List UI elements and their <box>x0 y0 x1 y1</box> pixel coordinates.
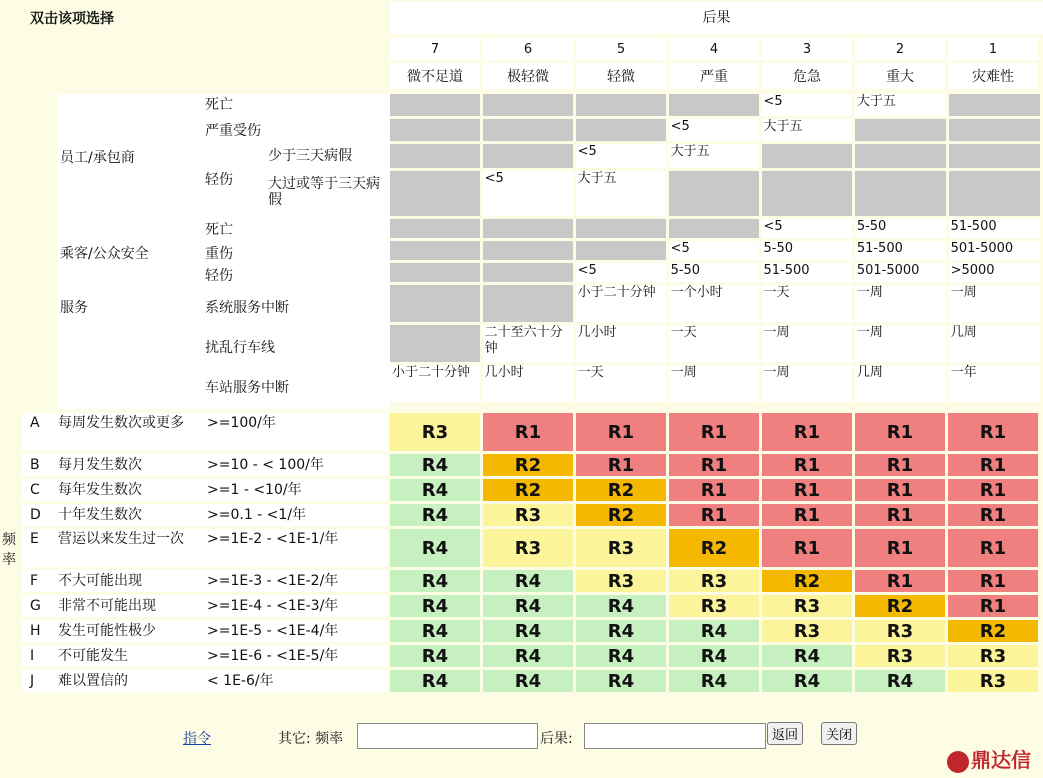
consequence-cell[interactable] <box>949 171 1040 216</box>
risk-cell[interactable]: R1 <box>762 504 852 526</box>
sub-station-interrupt: 车站服务中断 <box>205 380 289 396</box>
consequence-cell[interactable]: 一天 <box>669 325 759 362</box>
consequence-cell[interactable]: <5 <box>762 94 852 116</box>
risk-cell[interactable]: R4 <box>390 670 480 692</box>
consequence-cell[interactable]: 几小时 <box>576 325 666 362</box>
risk-cell[interactable]: R4 <box>390 645 480 667</box>
frequency-rate: >=1E-3 - <1E-2/年 <box>207 573 339 589</box>
category-employees: 员工/承包商 <box>60 150 135 166</box>
consequence-cell[interactable]: 一周 <box>855 285 946 322</box>
severity-header <box>387 35 1041 92</box>
frequency-desc: 每周发生数次或更多 <box>58 415 184 431</box>
risk-cell[interactable]: R4 <box>576 595 666 617</box>
consequence-cell[interactable] <box>576 219 666 238</box>
brand-icon <box>947 751 969 773</box>
consequence-cell[interactable] <box>483 241 573 260</box>
frequency-rate: >=1E-4 - <1E-3/年 <box>207 598 339 614</box>
risk-cell[interactable]: R1 <box>948 529 1038 567</box>
risk-cell[interactable]: R2 <box>483 454 573 476</box>
risk-cell[interactable]: R1 <box>762 529 852 567</box>
frequency-rate: >=1E-6 - <1E-5/年 <box>207 648 339 664</box>
consequence-cell[interactable]: 一周 <box>762 365 852 402</box>
brand-text: 鼎达信 <box>971 748 1031 772</box>
consequence-cell[interactable]: <5 <box>762 219 852 238</box>
severity-number: 7 <box>390 38 480 60</box>
risk-cell[interactable]: R4 <box>483 620 573 642</box>
consequence-input[interactable] <box>584 723 766 749</box>
risk-cell[interactable]: R4 <box>669 645 759 667</box>
consequence-cell[interactable] <box>390 144 480 168</box>
frequency-row[interactable] <box>22 504 388 526</box>
sub-minor-injury: 轻伤 <box>205 172 233 188</box>
consequence-cell[interactable]: 一周 <box>762 325 852 362</box>
return-button[interactable]: 返回 <box>767 722 803 745</box>
consequence-cell[interactable] <box>390 241 480 260</box>
consequence-cell[interactable] <box>669 219 759 238</box>
brand-logo <box>947 744 1031 773</box>
risk-cell[interactable]: R4 <box>390 620 480 642</box>
risk-matrix <box>387 410 1041 695</box>
severity-number: 2 <box>855 38 945 60</box>
consequence-cell[interactable]: <5 <box>669 119 759 141</box>
consequence-cell[interactable]: 一周 <box>949 285 1040 322</box>
risk-cell[interactable]: R1 <box>855 570 945 592</box>
risk-cell[interactable]: R1 <box>669 454 759 476</box>
risk-cell[interactable]: R3 <box>576 529 666 567</box>
risk-cell[interactable]: R4 <box>390 504 480 526</box>
frequency-code: E <box>30 531 39 547</box>
severity-label[interactable]: 极轻微 <box>483 63 573 89</box>
consequence-cell[interactable] <box>390 119 480 141</box>
frequency-desc: 每月发生数次 <box>58 457 142 473</box>
risk-cell[interactable]: R1 <box>855 454 945 476</box>
risk-cell[interactable]: R3 <box>669 570 759 592</box>
consequence-cell[interactable]: 大于五 <box>855 94 946 116</box>
risk-cell[interactable]: R4 <box>669 670 759 692</box>
risk-cell[interactable]: R3 <box>483 529 573 567</box>
frequency-desc: 不大可能出现 <box>58 573 142 589</box>
risk-cell[interactable]: R3 <box>762 620 852 642</box>
sub-lt3days: 少于三天病假 <box>268 148 352 164</box>
risk-cell[interactable]: R4 <box>576 670 666 692</box>
consequence-grid <box>387 91 1043 405</box>
frequency-code: A <box>30 415 40 431</box>
category-passengers: 乘客/公众安全 <box>60 246 149 262</box>
frequency-row[interactable] <box>22 479 388 501</box>
risk-cell[interactable]: R3 <box>762 595 852 617</box>
consequence-cell[interactable]: 51-500 <box>949 219 1040 238</box>
frequency-input[interactable] <box>357 723 538 749</box>
consequence-cell[interactable] <box>949 119 1040 141</box>
severity-number: 5 <box>576 38 666 60</box>
sub-sys-interrupt: 系统服务中断 <box>205 300 289 316</box>
frequency-code: J <box>30 673 35 689</box>
frequency-row[interactable] <box>22 670 388 692</box>
risk-cell[interactable]: R4 <box>483 670 573 692</box>
consequence-cell[interactable] <box>576 119 666 141</box>
sub-death-2: 死亡 <box>205 222 233 238</box>
frequency-desc: 营运以来发生过一次 <box>58 531 184 547</box>
risk-cell[interactable]: R3 <box>855 620 945 642</box>
consequence-cell[interactable]: <5 <box>483 171 573 216</box>
sub-line-disrupt: 扰乱行车线 <box>205 340 275 356</box>
frequency-row[interactable] <box>22 529 388 567</box>
sub-death: 死亡 <box>205 97 233 113</box>
risk-cell[interactable]: R1 <box>762 413 852 451</box>
consequence-cell[interactable] <box>949 144 1040 168</box>
consequence-cell[interactable]: 大于五 <box>576 171 666 216</box>
consequence-cell[interactable] <box>483 94 573 116</box>
risk-cell[interactable]: R4 <box>762 645 852 667</box>
frequency-row[interactable] <box>22 620 388 642</box>
risk-cell[interactable]: R3 <box>576 570 666 592</box>
frequency-rate: >=1E-5 - <1E-4/年 <box>207 623 339 639</box>
risk-cell[interactable]: R1 <box>669 479 759 501</box>
risk-cell[interactable]: R4 <box>576 645 666 667</box>
consequence-cell[interactable]: 51-500 <box>855 241 946 260</box>
severity-number: 4 <box>669 38 759 60</box>
consequence-cell[interactable] <box>762 144 852 168</box>
frequency-desc: 难以置信的 <box>58 673 128 689</box>
consequence-cell[interactable] <box>390 171 480 216</box>
sub-gte3days: 大过或等于三天病假 <box>268 176 380 208</box>
consequence-cell[interactable]: 5-50 <box>762 241 852 260</box>
consequence-cell[interactable] <box>855 171 946 216</box>
frequency-rate: < 1E-6/年 <box>207 673 274 689</box>
page-title: 双击该项选择 <box>30 11 114 27</box>
consequence-cell[interactable]: 501-5000 <box>855 263 946 282</box>
severity-number: 1 <box>948 38 1038 60</box>
risk-cell[interactable]: R4 <box>390 529 480 567</box>
frequency-desc: 发生可能性极少 <box>58 623 156 639</box>
consequence-cell[interactable]: 小于二十分钟 <box>390 365 480 402</box>
risk-cell[interactable]: R4 <box>576 620 666 642</box>
risk-cell[interactable]: R1 <box>855 479 945 501</box>
consequence-cell[interactable] <box>762 171 852 216</box>
risk-cell[interactable]: R1 <box>948 454 1038 476</box>
severity-label[interactable]: 重大 <box>855 63 945 89</box>
risk-cell[interactable]: R1 <box>855 413 945 451</box>
consequence-cell[interactable]: 一天 <box>762 285 852 322</box>
severity-number: 3 <box>762 38 852 60</box>
consequence-cell[interactable] <box>483 219 573 238</box>
risk-cell[interactable]: R4 <box>483 645 573 667</box>
frequency-code: H <box>30 623 41 639</box>
frequency-code: I <box>30 648 35 664</box>
risk-cell[interactable]: R1 <box>855 529 945 567</box>
consequence-cell[interactable] <box>483 144 573 168</box>
consequence-cell[interactable] <box>576 94 666 116</box>
consequence-cell[interactable] <box>576 241 666 260</box>
risk-cell[interactable]: R4 <box>669 620 759 642</box>
risk-cell[interactable]: R3 <box>948 645 1038 667</box>
risk-cell[interactable]: R4 <box>390 479 480 501</box>
risk-cell[interactable]: R4 <box>390 570 480 592</box>
frequency-code: C <box>30 482 40 498</box>
risk-cell[interactable]: R1 <box>948 504 1038 526</box>
risk-cell[interactable]: R4 <box>483 595 573 617</box>
frequency-desc: 每年发生数次 <box>58 482 142 498</box>
consequence-cell[interactable]: 一周 <box>669 365 759 402</box>
frequency-rate: >=1 - <10/年 <box>207 482 302 498</box>
risk-cell[interactable]: R1 <box>576 454 666 476</box>
sub-serious-injury: 严重受伤 <box>205 123 261 139</box>
frequency-row[interactable] <box>22 454 388 476</box>
risk-cell[interactable]: R1 <box>948 413 1038 451</box>
consequence-cell[interactable]: 小于二十分钟 <box>576 285 666 322</box>
consequence-cell[interactable]: 几周 <box>949 325 1040 362</box>
risk-cell[interactable]: R4 <box>483 570 573 592</box>
risk-cell[interactable]: R2 <box>762 570 852 592</box>
consequence-cell[interactable]: 几周 <box>855 365 946 402</box>
risk-cell[interactable]: R2 <box>948 620 1038 642</box>
frequency-axis-label: 频率 <box>2 532 16 568</box>
consequence-input-label: 后果: <box>540 731 573 747</box>
frequency-code: D <box>30 507 41 523</box>
consequence-cell[interactable] <box>669 171 759 216</box>
consequence-cell[interactable] <box>390 325 480 362</box>
consequence-cell[interactable]: 一个小时 <box>669 285 759 322</box>
consequence-cell[interactable]: 一天 <box>576 365 666 402</box>
consequence-cell[interactable] <box>483 285 573 322</box>
risk-cell[interactable]: R4 <box>390 454 480 476</box>
risk-cell[interactable]: R2 <box>855 595 945 617</box>
severity-label[interactable]: 微不足道 <box>390 63 480 89</box>
consequence-cell[interactable] <box>390 219 480 238</box>
consequence-cell[interactable]: 大于五 <box>669 144 759 168</box>
risk-cell[interactable]: R4 <box>762 670 852 692</box>
risk-cell[interactable]: R2 <box>669 529 759 567</box>
frequency-desc: 十年发生数次 <box>58 507 142 523</box>
consequence-cell[interactable]: 一年 <box>949 365 1040 402</box>
risk-cell[interactable]: R2 <box>576 504 666 526</box>
frequency-rate: >=1E-2 - <1E-1/年 <box>207 531 339 547</box>
consequence-cell[interactable]: 51-500 <box>762 263 852 282</box>
other-frequency-label: 其它: 频率 <box>278 731 344 747</box>
consequence-cell[interactable]: <5 <box>669 241 759 260</box>
risk-cell[interactable]: R1 <box>948 479 1038 501</box>
risk-cell[interactable]: R4 <box>390 595 480 617</box>
consequence-cell[interactable] <box>390 94 480 116</box>
sub-injury-2: 重伤 <box>205 246 233 262</box>
frequency-code: G <box>30 598 41 614</box>
consequence-cell[interactable] <box>483 263 573 282</box>
risk-cell[interactable]: R3 <box>855 645 945 667</box>
frequency-rate: >=100/年 <box>207 415 276 431</box>
risk-cell[interactable]: R1 <box>855 504 945 526</box>
risk-cell[interactable]: R1 <box>948 570 1038 592</box>
risk-cell[interactable]: R2 <box>483 479 573 501</box>
risk-cell[interactable]: R1 <box>948 595 1038 617</box>
frequency-row[interactable] <box>22 645 388 667</box>
risk-cell[interactable]: R3 <box>483 504 573 526</box>
severity-number: 6 <box>483 38 573 60</box>
consequence-cell[interactable]: 大于五 <box>762 119 852 141</box>
risk-cell[interactable]: R2 <box>576 479 666 501</box>
consequence-cell[interactable]: 二十至六十分钟 <box>483 325 573 362</box>
consequence-cell[interactable]: <5 <box>576 263 666 282</box>
risk-cell[interactable]: R3 <box>669 595 759 617</box>
risk-cell[interactable]: R3 <box>390 413 480 451</box>
close-button[interactable]: 关闭 <box>821 722 857 745</box>
consequence-cell[interactable]: 一周 <box>855 325 946 362</box>
command-link[interactable]: 指令 <box>183 731 211 747</box>
consequence-cell[interactable]: >5000 <box>949 263 1040 282</box>
consequence-cell[interactable] <box>483 119 573 141</box>
severity-label[interactable]: 轻微 <box>576 63 666 89</box>
frequency-code: B <box>30 457 40 473</box>
sub-minor-2: 轻伤 <box>205 268 233 284</box>
frequency-row[interactable] <box>22 570 388 592</box>
risk-cell[interactable]: R1 <box>762 479 852 501</box>
consequence-cell[interactable]: 5-50 <box>669 263 759 282</box>
consequence-cell[interactable] <box>669 94 759 116</box>
severity-label[interactable]: 严重 <box>669 63 759 89</box>
risk-cell[interactable]: R1 <box>576 413 666 451</box>
severity-label[interactable]: 危急 <box>762 63 852 89</box>
bottom-bar <box>0 720 1043 778</box>
frequency-desc: 非常不可能出现 <box>58 598 156 614</box>
frequency-rate: >=10 - < 100/年 <box>207 457 324 473</box>
risk-cell[interactable]: R3 <box>948 670 1038 692</box>
consequence-cell[interactable] <box>390 285 480 322</box>
consequence-cell[interactable]: <5 <box>576 144 666 168</box>
frequency-desc: 不可能发生 <box>58 648 128 664</box>
frequency-rate: >=0.1 - <1/年 <box>207 507 307 523</box>
category-service: 服务 <box>60 300 88 316</box>
consequence-cell[interactable]: 5-50 <box>855 219 946 238</box>
consequence-cell[interactable]: 几小时 <box>483 365 573 402</box>
consequence-cell[interactable]: 501-5000 <box>949 241 1040 260</box>
frequency-row[interactable] <box>22 595 388 617</box>
consequence-cell[interactable] <box>949 94 1040 116</box>
consequence-cell[interactable] <box>855 144 946 168</box>
consequence-cell[interactable] <box>390 263 480 282</box>
risk-cell[interactable]: R1 <box>669 504 759 526</box>
consequence-cell[interactable] <box>855 119 946 141</box>
risk-cell[interactable]: R1 <box>669 413 759 451</box>
frequency-code: F <box>30 573 39 589</box>
risk-cell[interactable]: R1 <box>762 454 852 476</box>
severity-label[interactable]: 灾难性 <box>948 63 1038 89</box>
frequency-row[interactable] <box>22 413 388 451</box>
risk-cell[interactable]: R4 <box>855 670 945 692</box>
risk-cell[interactable]: R1 <box>483 413 573 451</box>
consequence-header: 后果 <box>390 2 1043 34</box>
